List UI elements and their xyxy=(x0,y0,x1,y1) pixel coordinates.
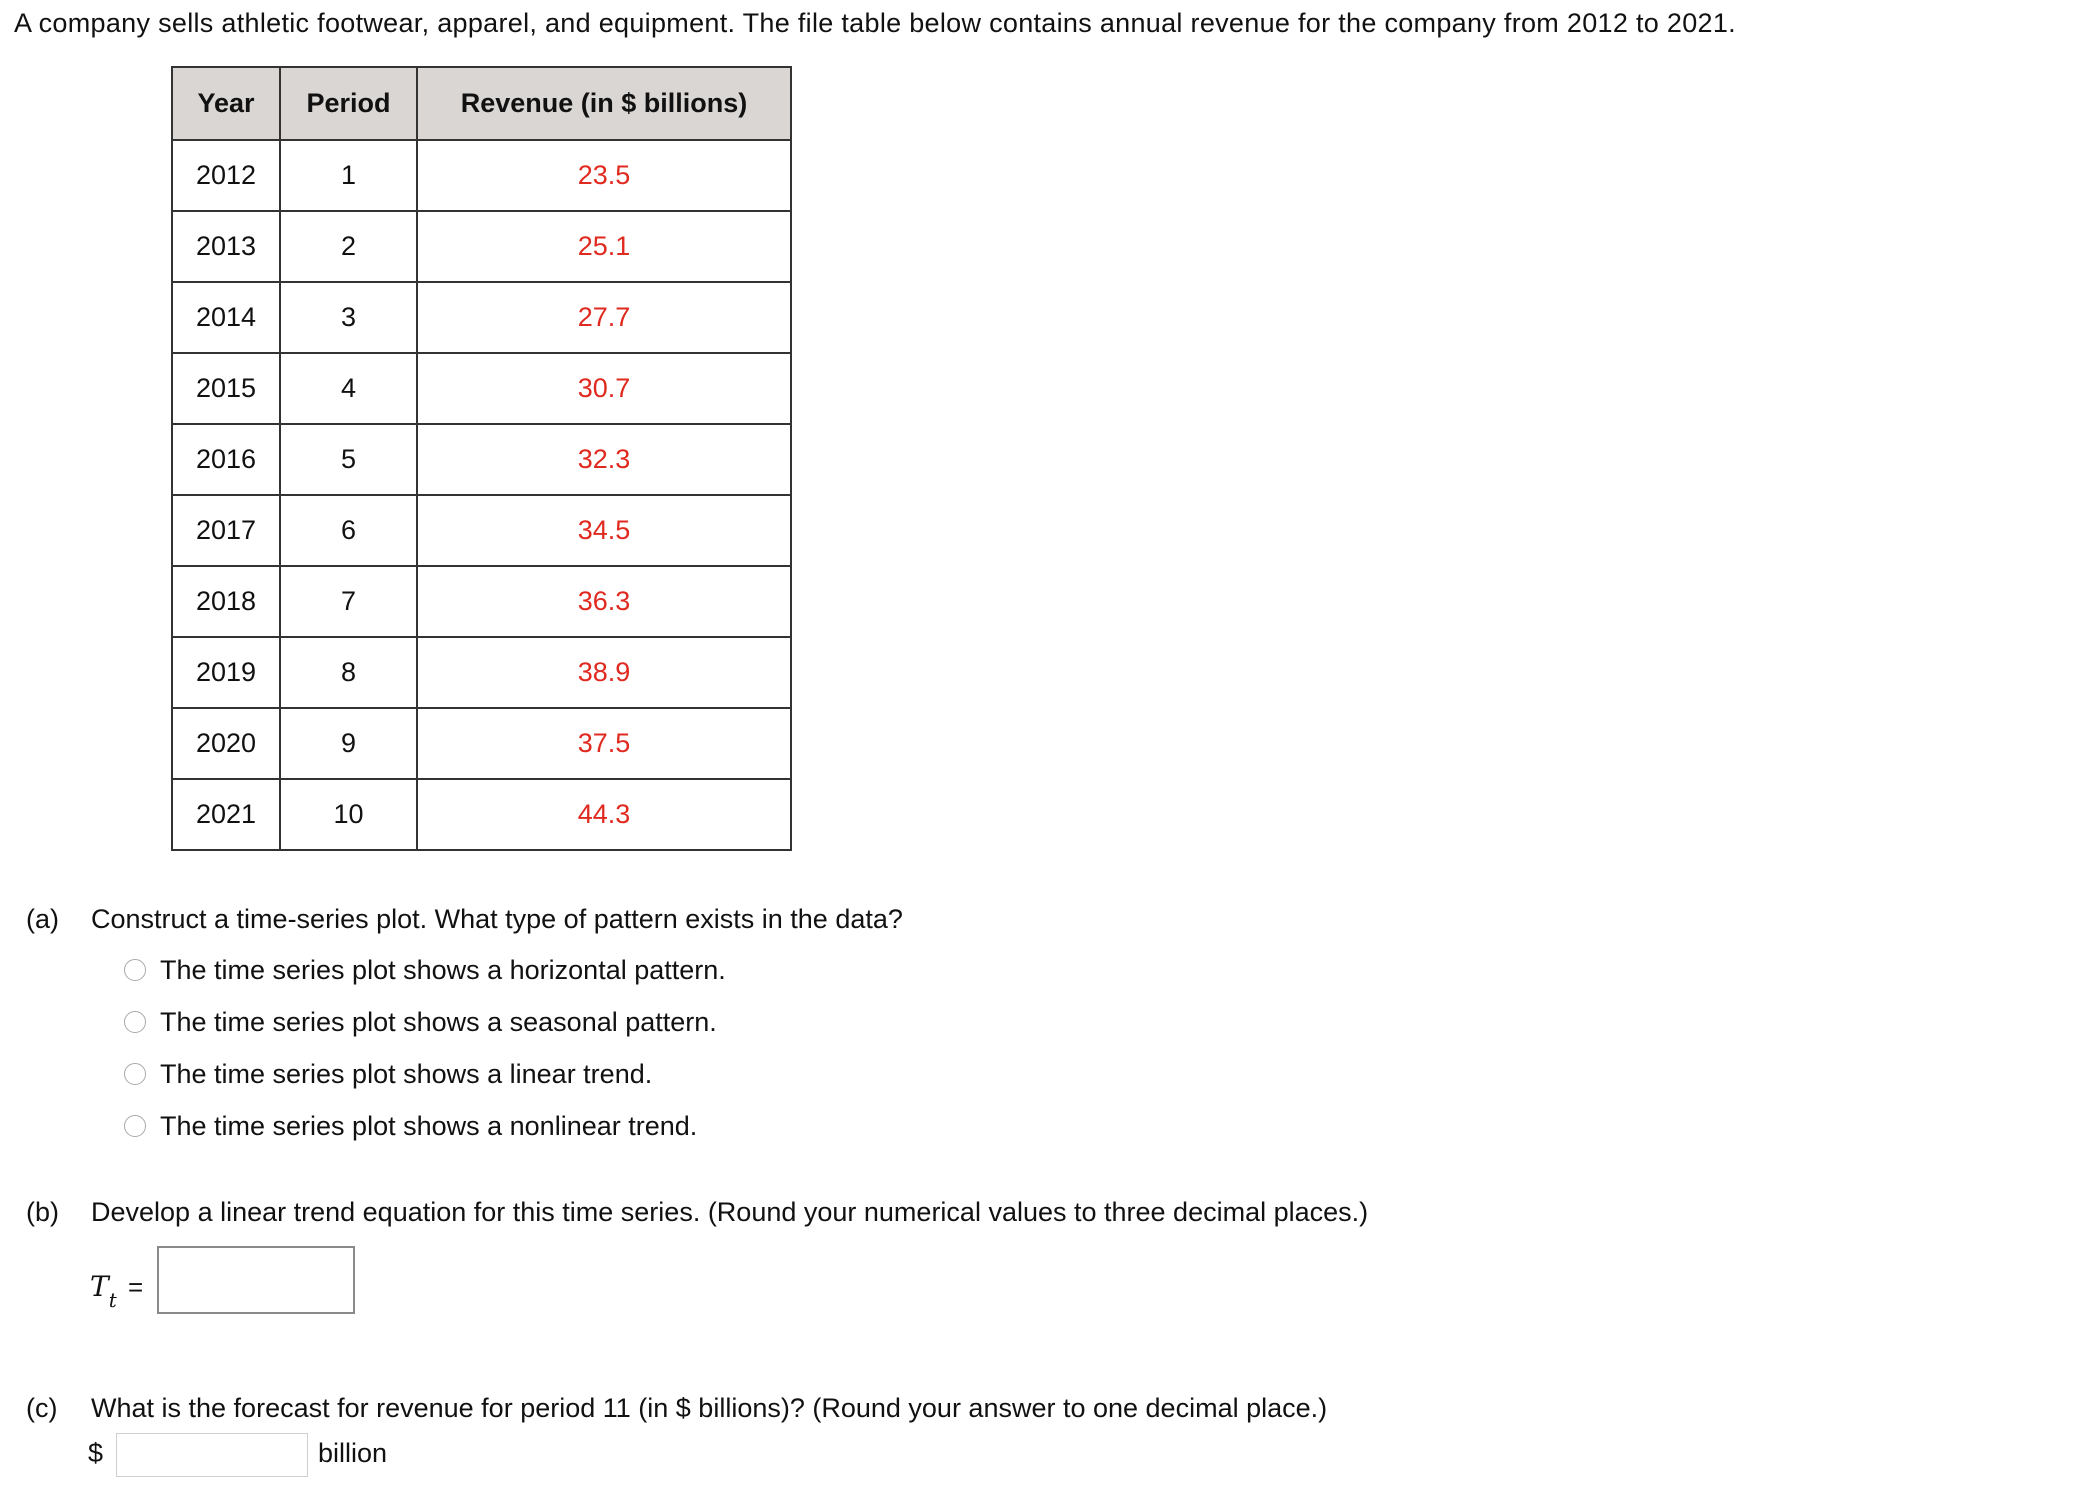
table-row xyxy=(172,353,791,424)
period-cell: 9 xyxy=(280,708,417,779)
option-horizontal-pattern[interactable] xyxy=(124,952,726,1004)
year-cell: 2012 xyxy=(172,140,280,211)
option-label: The time series plot shows a seasonal pattern. xyxy=(160,1007,717,1037)
period-cell: 8 xyxy=(280,637,417,708)
part-b-letter: (b) xyxy=(26,1197,59,1227)
year-cell: 2013 xyxy=(172,211,280,282)
radio-button[interactable] xyxy=(124,1011,146,1033)
revenue-cell: 38.9 xyxy=(417,637,791,708)
part-a-question xyxy=(26,904,903,935)
part-c-text: What is the forecast for revenue for period 11 (in $ billions)? (Round your answer to one decimal place.) xyxy=(91,1393,1328,1423)
revenue-cell: 23.5 xyxy=(417,140,791,211)
table-row xyxy=(172,424,791,495)
option-linear-trend[interactable] xyxy=(124,1056,726,1108)
trend-label-subscript: t xyxy=(108,1287,117,1312)
period-cell: 6 xyxy=(280,495,417,566)
year-cell: 2017 xyxy=(172,495,280,566)
revenue-cell: 27.7 xyxy=(417,282,791,353)
period-cell: 2 xyxy=(280,211,417,282)
table-header-row xyxy=(172,67,791,140)
billion-unit: billion xyxy=(318,1438,388,1468)
option-label: The time series plot shows a linear trend. xyxy=(160,1059,653,1089)
header-period: Period xyxy=(280,67,417,140)
pattern-options xyxy=(124,952,726,1160)
table-row xyxy=(172,779,791,850)
revenue-cell: 44.3 xyxy=(417,779,791,850)
table-row xyxy=(172,211,791,282)
option-label: The time series plot shows a nonlinear trend. xyxy=(160,1111,698,1141)
dollar-sign: $ xyxy=(88,1438,104,1468)
option-nonlinear-trend[interactable] xyxy=(124,1108,726,1160)
part-a-text: Construct a time-series plot. What type of pattern exists in the data? xyxy=(91,904,903,934)
part-b-question xyxy=(26,1197,1368,1228)
revenue-cell: 36.3 xyxy=(417,566,791,637)
header-year: Year xyxy=(172,67,280,140)
revenue-cell: 25.1 xyxy=(417,211,791,282)
year-cell: 2021 xyxy=(172,779,280,850)
revenue-cell: 34.5 xyxy=(417,495,791,566)
period-cell: 1 xyxy=(280,140,417,211)
table-row xyxy=(172,140,791,211)
period-cell: 10 xyxy=(280,779,417,850)
year-cell: 2014 xyxy=(172,282,280,353)
revenue-cell: 37.5 xyxy=(417,708,791,779)
problem-intro: A company sells athletic footwear, apparel, and equipment. The file table below contains annual revenue for the company from 2012 to 2021. xyxy=(14,8,1736,38)
option-label: The time series plot shows a horizontal pattern. xyxy=(160,955,726,985)
radio-button[interactable] xyxy=(124,1063,146,1085)
trend-label: $T_t$ xyxy=(90,1270,117,1312)
header-revenue: Revenue (in $ billions) xyxy=(417,67,791,140)
equals-sign: = xyxy=(128,1272,144,1302)
part-c-question xyxy=(26,1393,1327,1424)
table-row xyxy=(172,708,791,779)
period-cell: 7 xyxy=(280,566,417,637)
year-cell: 2015 xyxy=(172,353,280,424)
year-cell: 2020 xyxy=(172,708,280,779)
year-cell: 2016 xyxy=(172,424,280,495)
table-row xyxy=(172,282,791,353)
period-cell: 3 xyxy=(280,282,417,353)
radio-button[interactable] xyxy=(124,1115,146,1137)
trend-equation-input[interactable] xyxy=(157,1246,355,1314)
part-c-letter: (c) xyxy=(26,1393,58,1423)
revenue-cell: 30.7 xyxy=(417,353,791,424)
table-row xyxy=(172,637,791,708)
table-row xyxy=(172,495,791,566)
radio-button[interactable] xyxy=(124,959,146,981)
period-cell: 5 xyxy=(280,424,417,495)
period-cell: 4 xyxy=(280,353,417,424)
part-a-letter: (a) xyxy=(26,904,59,934)
forecast-input[interactable] xyxy=(116,1433,308,1477)
revenue-table xyxy=(171,66,792,851)
part-b-text: Develop a linear trend equation for this time series. (Round your numerical values to three decimal places.) xyxy=(91,1197,1369,1227)
year-cell: 2018 xyxy=(172,566,280,637)
table-row xyxy=(172,566,791,637)
year-cell: 2019 xyxy=(172,637,280,708)
option-seasonal-pattern[interactable] xyxy=(124,1004,726,1056)
revenue-cell: 32.3 xyxy=(417,424,791,495)
